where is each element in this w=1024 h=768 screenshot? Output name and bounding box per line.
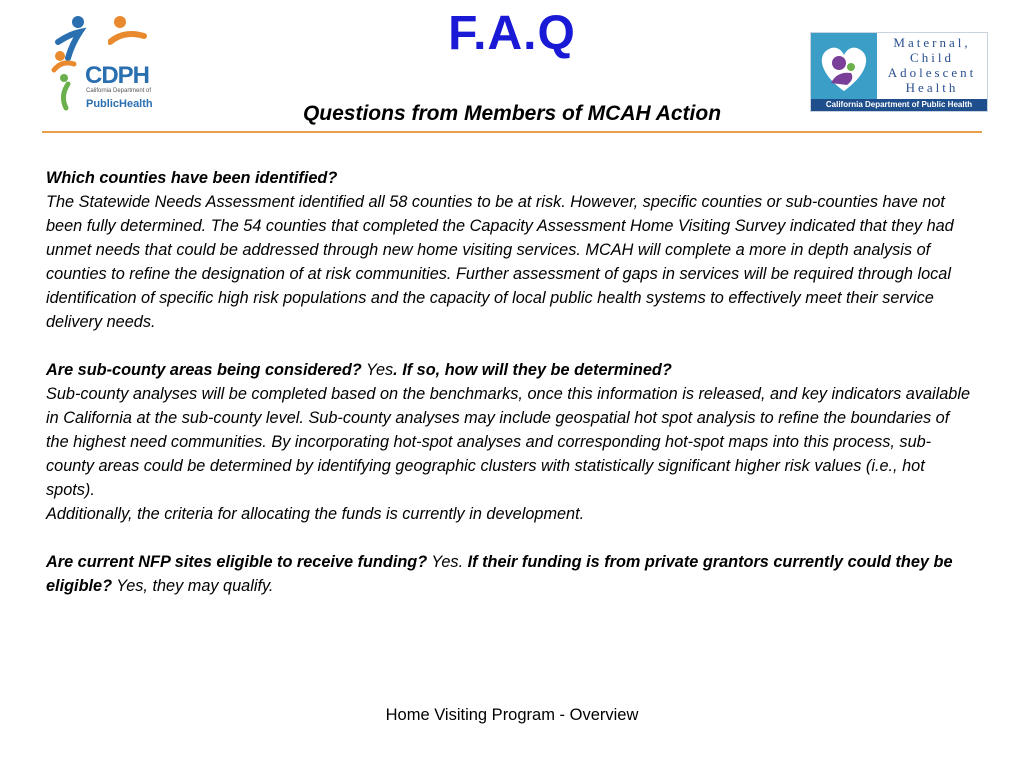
page-footer: Home Visiting Program - Overview [385,706,639,724]
faq-question-2: Are sub-county areas being considered? Yes. If so, how will they be determined? [46,361,672,379]
mcah-logo-text: Maternal, Child Adolescent Health [887,35,977,95]
faq-question-1: Which counties have been identified? [46,169,338,187]
faq-question-3: Are current NFP sites eligible to receive funding? Yes. If their funding is from private grantors currently could they be eligible? Yes, they may qualify. [46,553,953,595]
header-divider [42,131,982,133]
cdph-logo-sub: California Department of [86,88,152,94]
cdph-logo-name: CDPH [85,62,150,89]
mother-child-heart-icon [811,33,877,99]
mcah-logo-bar: California Department of Public Health [811,99,987,111]
page-title: F.A.Q [448,7,576,60]
faq-answer-2-extra: Additionally, the criteria for allocating the funds is currently in development. [46,505,585,523]
mcah-logo [810,32,988,112]
page-subtitle: Questions from Members of MCAH Action [302,102,722,125]
faq-answer-2: Sub-county analyses will be completed based on the benchmarks, once this information is released, and key indicators available in California at the sub-county level. Sub-county analyses may include geospatial hot spot analysis to refine the boundaries of the highest need communities. By incorporating hot-spot analyses and corresponding hot-spot maps into this process, sub-county areas could be determined by identifying geographic clusters with statistically significant higher risk values (i.e., hot spots). [46,385,971,499]
faq-answer-1: The Statewide Needs Assessment identified all 58 counties to be at risk. However, specific counties or sub-counties have not been fully determined. The 54 counties that completed the Capacity Assessment Home Visiting Survey indicated that they had unmet needs that could be addressed through new home visiting services. MCAH will complete a more in depth analysis of counties to refine the designation of at risk communities. Further assessment of gaps in services will be required through local identification of specific high risk populations and the capacity of local public health systems to effectively meet their service delivery needs. [46,193,954,331]
faq-content [46,166,976,598]
cdph-logo-tag: PublicHealth [86,98,153,110]
